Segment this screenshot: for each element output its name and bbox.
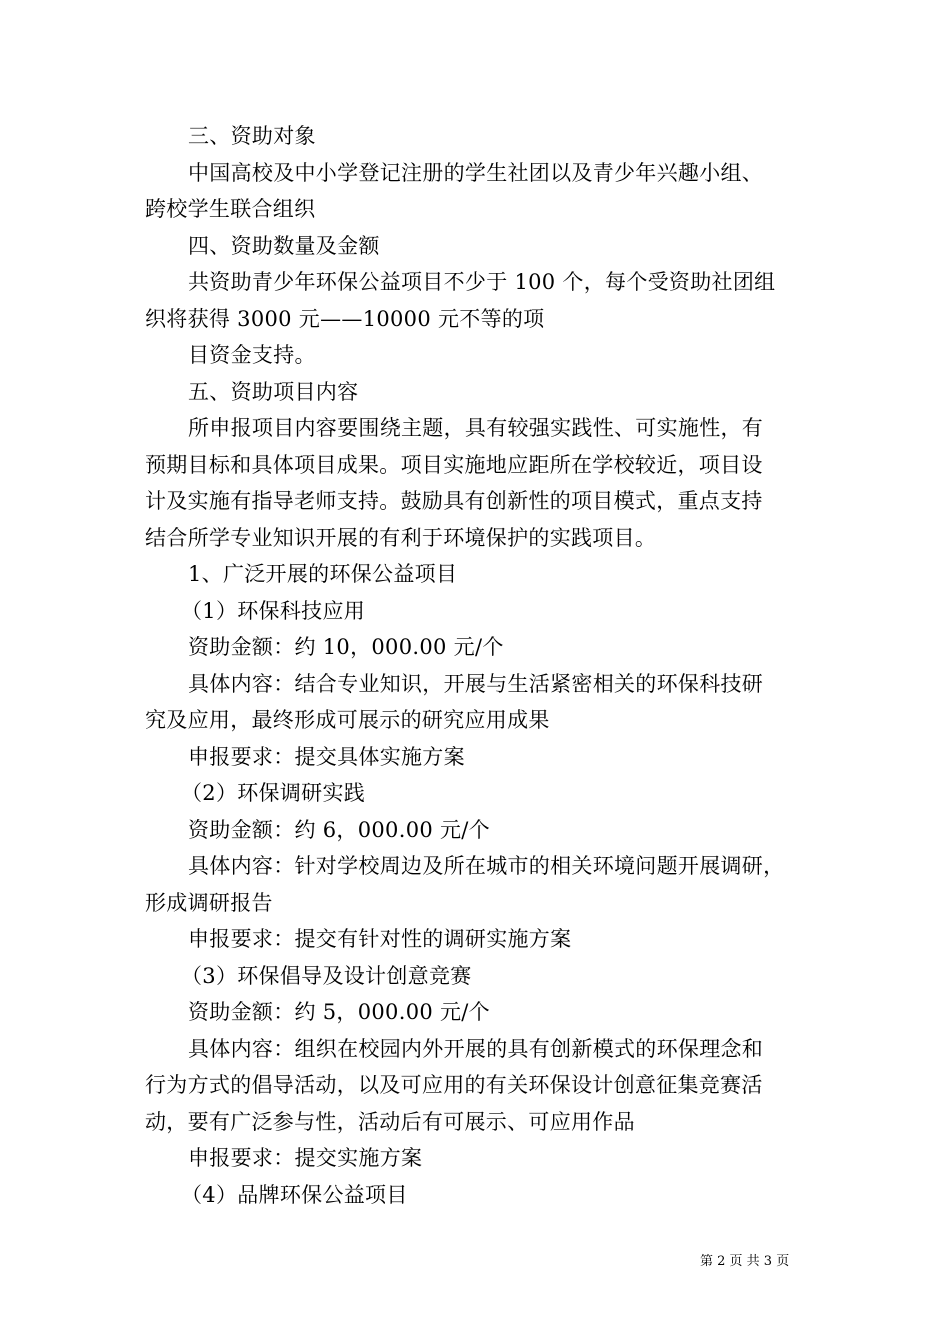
application-requirement: 申报要求：提交实施方案 [188, 1146, 423, 1170]
paragraph-line: 具体内容：组织在校园内外开展的具有创新模式的环保理念和 [188, 1036, 764, 1061]
paragraph-line: 动，要有广泛参与性，活动后有可展示、可应用作品 [145, 1109, 635, 1134]
item-heading-3: （3）环保倡导及设计创意竞赛 [181, 963, 472, 988]
funding-amount: 资助金额：约 6，000.00 元/个 [188, 817, 490, 842]
section-heading-4: 四、资助数量及金额 [188, 233, 380, 258]
funding-amount: 资助金额：约 5，000.00 元/个 [188, 1000, 490, 1024]
paragraph-line: 形成调研报告 [145, 890, 273, 915]
paragraph-line: 织将获得 3000 元——10000 元不等的项 [145, 306, 545, 331]
application-requirement: 申报要求：提交有针对性的调研实施方案 [188, 927, 572, 951]
paragraph-line: 中国高校及中小学登记注册的学生社团以及青少年兴趣小组、 [188, 160, 764, 185]
section-heading-5: 五、资助项目内容 [188, 379, 359, 404]
document-body [145, 118, 810, 1213]
funding-amount: 资助金额：约 10，000.00 元/个 [188, 635, 504, 659]
paragraph-line: 计及实施有指导老师支持。鼓励具有创新性的项目模式，重点支持 [145, 489, 763, 513]
paragraph-line: 具体内容：结合专业知识，开展与生活紧密相关的环保科技研 [188, 671, 764, 696]
paragraph-line: 所申报项目内容要围绕主题，具有较强实践性、可实施性，有 [188, 416, 764, 440]
page-number: 第 2 页 共 3 页 [700, 1254, 790, 1269]
paragraph-line: 目资金支持。 [188, 343, 316, 367]
paragraph-line: 行为方式的倡导活动，以及可应用的有关环保设计创意征集竞赛活 [145, 1073, 763, 1097]
paragraph-line: 结合所学专业知识开展的有利于环境保护的实践项目。 [145, 525, 657, 550]
paragraph-line: 共资助青少年环保公益项目不少于 100 个，每个受资助社团组 [188, 270, 776, 294]
paragraph-line: 跨校学生联合组织 [145, 197, 316, 221]
paragraph-line: 预期目标和具体项目成果。项目实施地应距所在学校较近，项目设 [145, 452, 763, 477]
subsection-heading: 1、广泛开展的环保公益项目 [188, 562, 458, 586]
paragraph-line: 究及应用，最终形成可展示的研究应用成果 [145, 708, 550, 732]
item-heading-4: （4）品牌环保公益项目 [181, 1182, 408, 1207]
item-heading-1: （1）环保科技应用 [181, 598, 366, 623]
section-heading-3: 三、资助对象 [188, 124, 316, 148]
item-heading-2: （2）环保调研实践 [181, 781, 366, 805]
paragraph-line: 具体内容：针对学校周边及所在城市的相关环境问题开展调研， [188, 854, 785, 878]
application-requirement: 申报要求：提交具体实施方案 [188, 744, 465, 769]
